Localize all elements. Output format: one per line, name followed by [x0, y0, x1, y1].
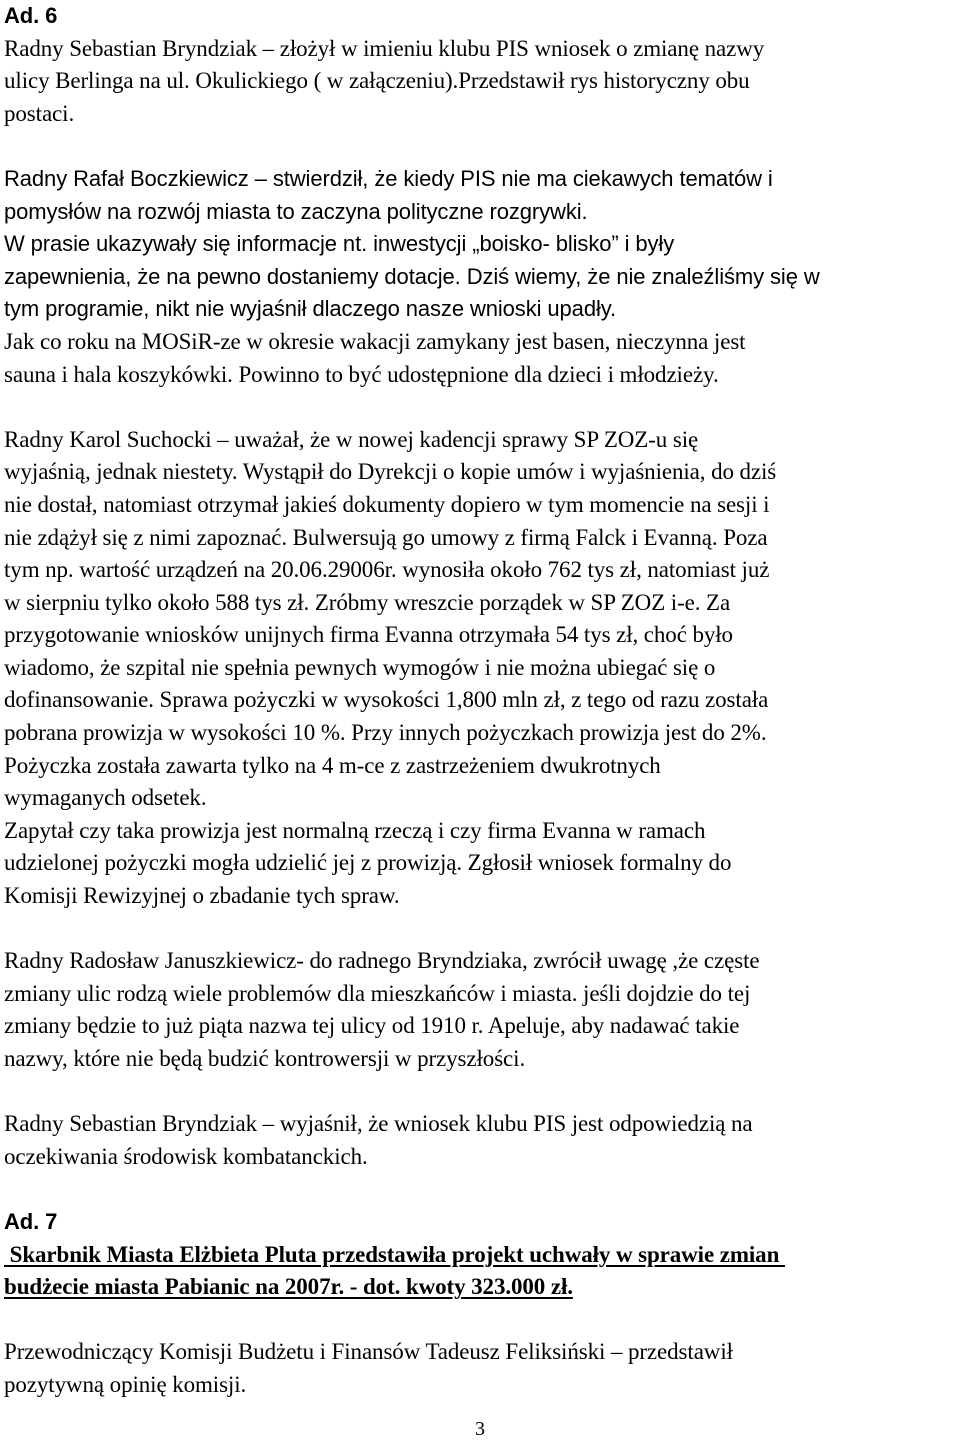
underlined-title-line: budżecie miasta Pabianic na 2007r. - dot. kwoty 323.000 zł. — [4, 1274, 573, 1300]
text-line: Radny Sebastian Bryndziak – złożył w imieniu klubu PIS wniosek o zmianę nazwy — [4, 35, 765, 61]
text-line: pozytywną opinię komisji. — [4, 1371, 247, 1397]
text-line: dofinansowanie. Sprawa pożyczki w wysokości 1,800 mln zł, z tego od razu została — [4, 687, 769, 713]
paragraph-feliksinski — [4, 1336, 956, 1401]
text-line: wymaganych odsetek. — [4, 785, 207, 811]
text-line: w sierpniu tylko około 588 tys zł. Zróbmy wreszcie porządek w SP ZOZ i-e. Za — [4, 589, 731, 615]
text-line: pomysłów na rozwój miasta to zaczyna polityczne rozgrywki. — [4, 198, 588, 224]
text-line: przygotowanie wniosków unijnych firma Evanna otrzymała 54 tys zł, choć było — [4, 622, 733, 648]
text-line: Przewodniczący Komisji Budżetu i Finansów Tadeusz Feliksiński – przedstawił — [4, 1339, 733, 1365]
text-line: Radny Karol Suchocki – uważał, że w nowej kadencji sprawy SP ZOZ-u się — [4, 426, 699, 452]
text-line: pobrana prowizja w wysokości 10 %. Przy innych pożyczkach prowizja jest do 2%. — [4, 720, 767, 746]
text-line: zmiany ulic rodzą wiele problemów dla mieszkańców i miasta. jeśli dojdzie do tej — [4, 980, 751, 1006]
text-line: nie zdążył się z nimi zapoznać. Bulwersują go umowy z firmą Falck i Evanną. Poza — [4, 524, 768, 550]
text-line: sauna i hala koszykówki. Powinno to być udostępnione dla dzieci i młodzieży. — [4, 361, 719, 387]
paragraph-bryndziak-motion — [4, 33, 956, 131]
section-heading: Ad. 6 — [4, 3, 58, 28]
text-line: ulicy Berlinga na ul. Okulickiego ( w załączeniu).Przedstawił rys historyczny obu — [4, 68, 750, 94]
document-page — [4, 0, 956, 1402]
underlined-title-line: Skarbnik Miasta Elżbieta Pluta przedstawiła projekt uchwały w sprawie zmian — [4, 1241, 785, 1267]
text-line: oczekiwania środowisk kombatanckich. — [4, 1143, 368, 1169]
paragraph-spacer — [4, 1076, 956, 1109]
text-line: Radny Radosław Januszkiewicz- do radnego Bryndziaka, zwrócił uwagę ,że częste — [4, 948, 760, 974]
paragraph-bryndziak-reply — [4, 1108, 956, 1173]
text-line: Radny Sebastian Bryndziak – wyjaśnił, że wniosek klubu PIS jest odpowiedzią na — [4, 1111, 753, 1137]
agenda-item-title — [4, 1239, 956, 1304]
section-heading: Ad. 7 — [4, 1208, 58, 1234]
text-line: wyjaśnią, jednak niestety. Wystąpił do Dyrekcji o kopie umów i wyjaśnienia, do dziś — [4, 459, 777, 485]
text-line: Pożyczka została zawarta tylko na 4 m-ce z zastrzeżeniem dwukrotnych — [4, 752, 661, 778]
section-ad-6 — [4, 0, 956, 1173]
paragraph-spacer — [4, 391, 956, 424]
paragraph-januszkiewicz — [4, 945, 956, 1075]
text-line: zapewnienia, że na pewno dostaniemy dotacje. Dziś wiemy, że nie znaleźliśmy się w — [4, 263, 820, 289]
paragraph-spacer — [4, 913, 956, 946]
text-line: nie dostał, natomiast otrzymał jakieś dokumenty dopiero w tym momencie na sesji i — [4, 491, 770, 517]
text-line: zmiany będzie to już piąta nazwa tej ulicy od 1910 r. Apeluje, aby nadawać takie — [4, 1013, 740, 1039]
text-line: postaci. — [4, 100, 75, 126]
paragraph-suchocki — [4, 424, 956, 913]
text-line: Zapytał czy taka prowizja jest normalną rzeczą i czy firma Evanna w ramach — [4, 817, 706, 843]
text-line: tym programie, nikt nie wyjaśnił dlaczego nasze wnioski upadły. — [4, 296, 617, 322]
text-line: nazwy, które nie będą budzić kontrowersji w przyszłości. — [4, 1046, 526, 1071]
text-line: Radny Rafał Boczkiewicz – stwierdził, że kiedy PIS nie ma ciekawych tematów i — [4, 165, 773, 191]
paragraph-boczkiewicz — [4, 163, 956, 391]
paragraph-spacer — [4, 130, 956, 163]
text-line: tym np. wartość urządzeń na 20.06.29006r. wynosiła około 762 tys zł, natomiast już — [4, 557, 770, 583]
text-line: wiadomo, że szpital nie spełnia pewnych wymogów i nie można ubiegać się o — [4, 654, 716, 680]
text-line: W prasie ukazywały się informacje nt. inwestycji „boisko- blisko” i były — [4, 231, 675, 257]
paragraph-spacer — [4, 1304, 956, 1337]
text-line: Komisji Rewizyjnej o zbadanie tych spraw. — [4, 883, 400, 909]
section-ad-7 — [4, 1206, 956, 1402]
page-number: 3 — [475, 1418, 485, 1440]
text-line: udzielonej pożyczki mogła udzielić jej z prowizją. Zgłosił wniosek formalny do — [4, 850, 732, 876]
text-line: Jak co roku na MOSiR-ze w okresie wakacji zamykany jest basen, nieczynna jest — [4, 328, 746, 354]
paragraph-spacer — [4, 1173, 956, 1206]
